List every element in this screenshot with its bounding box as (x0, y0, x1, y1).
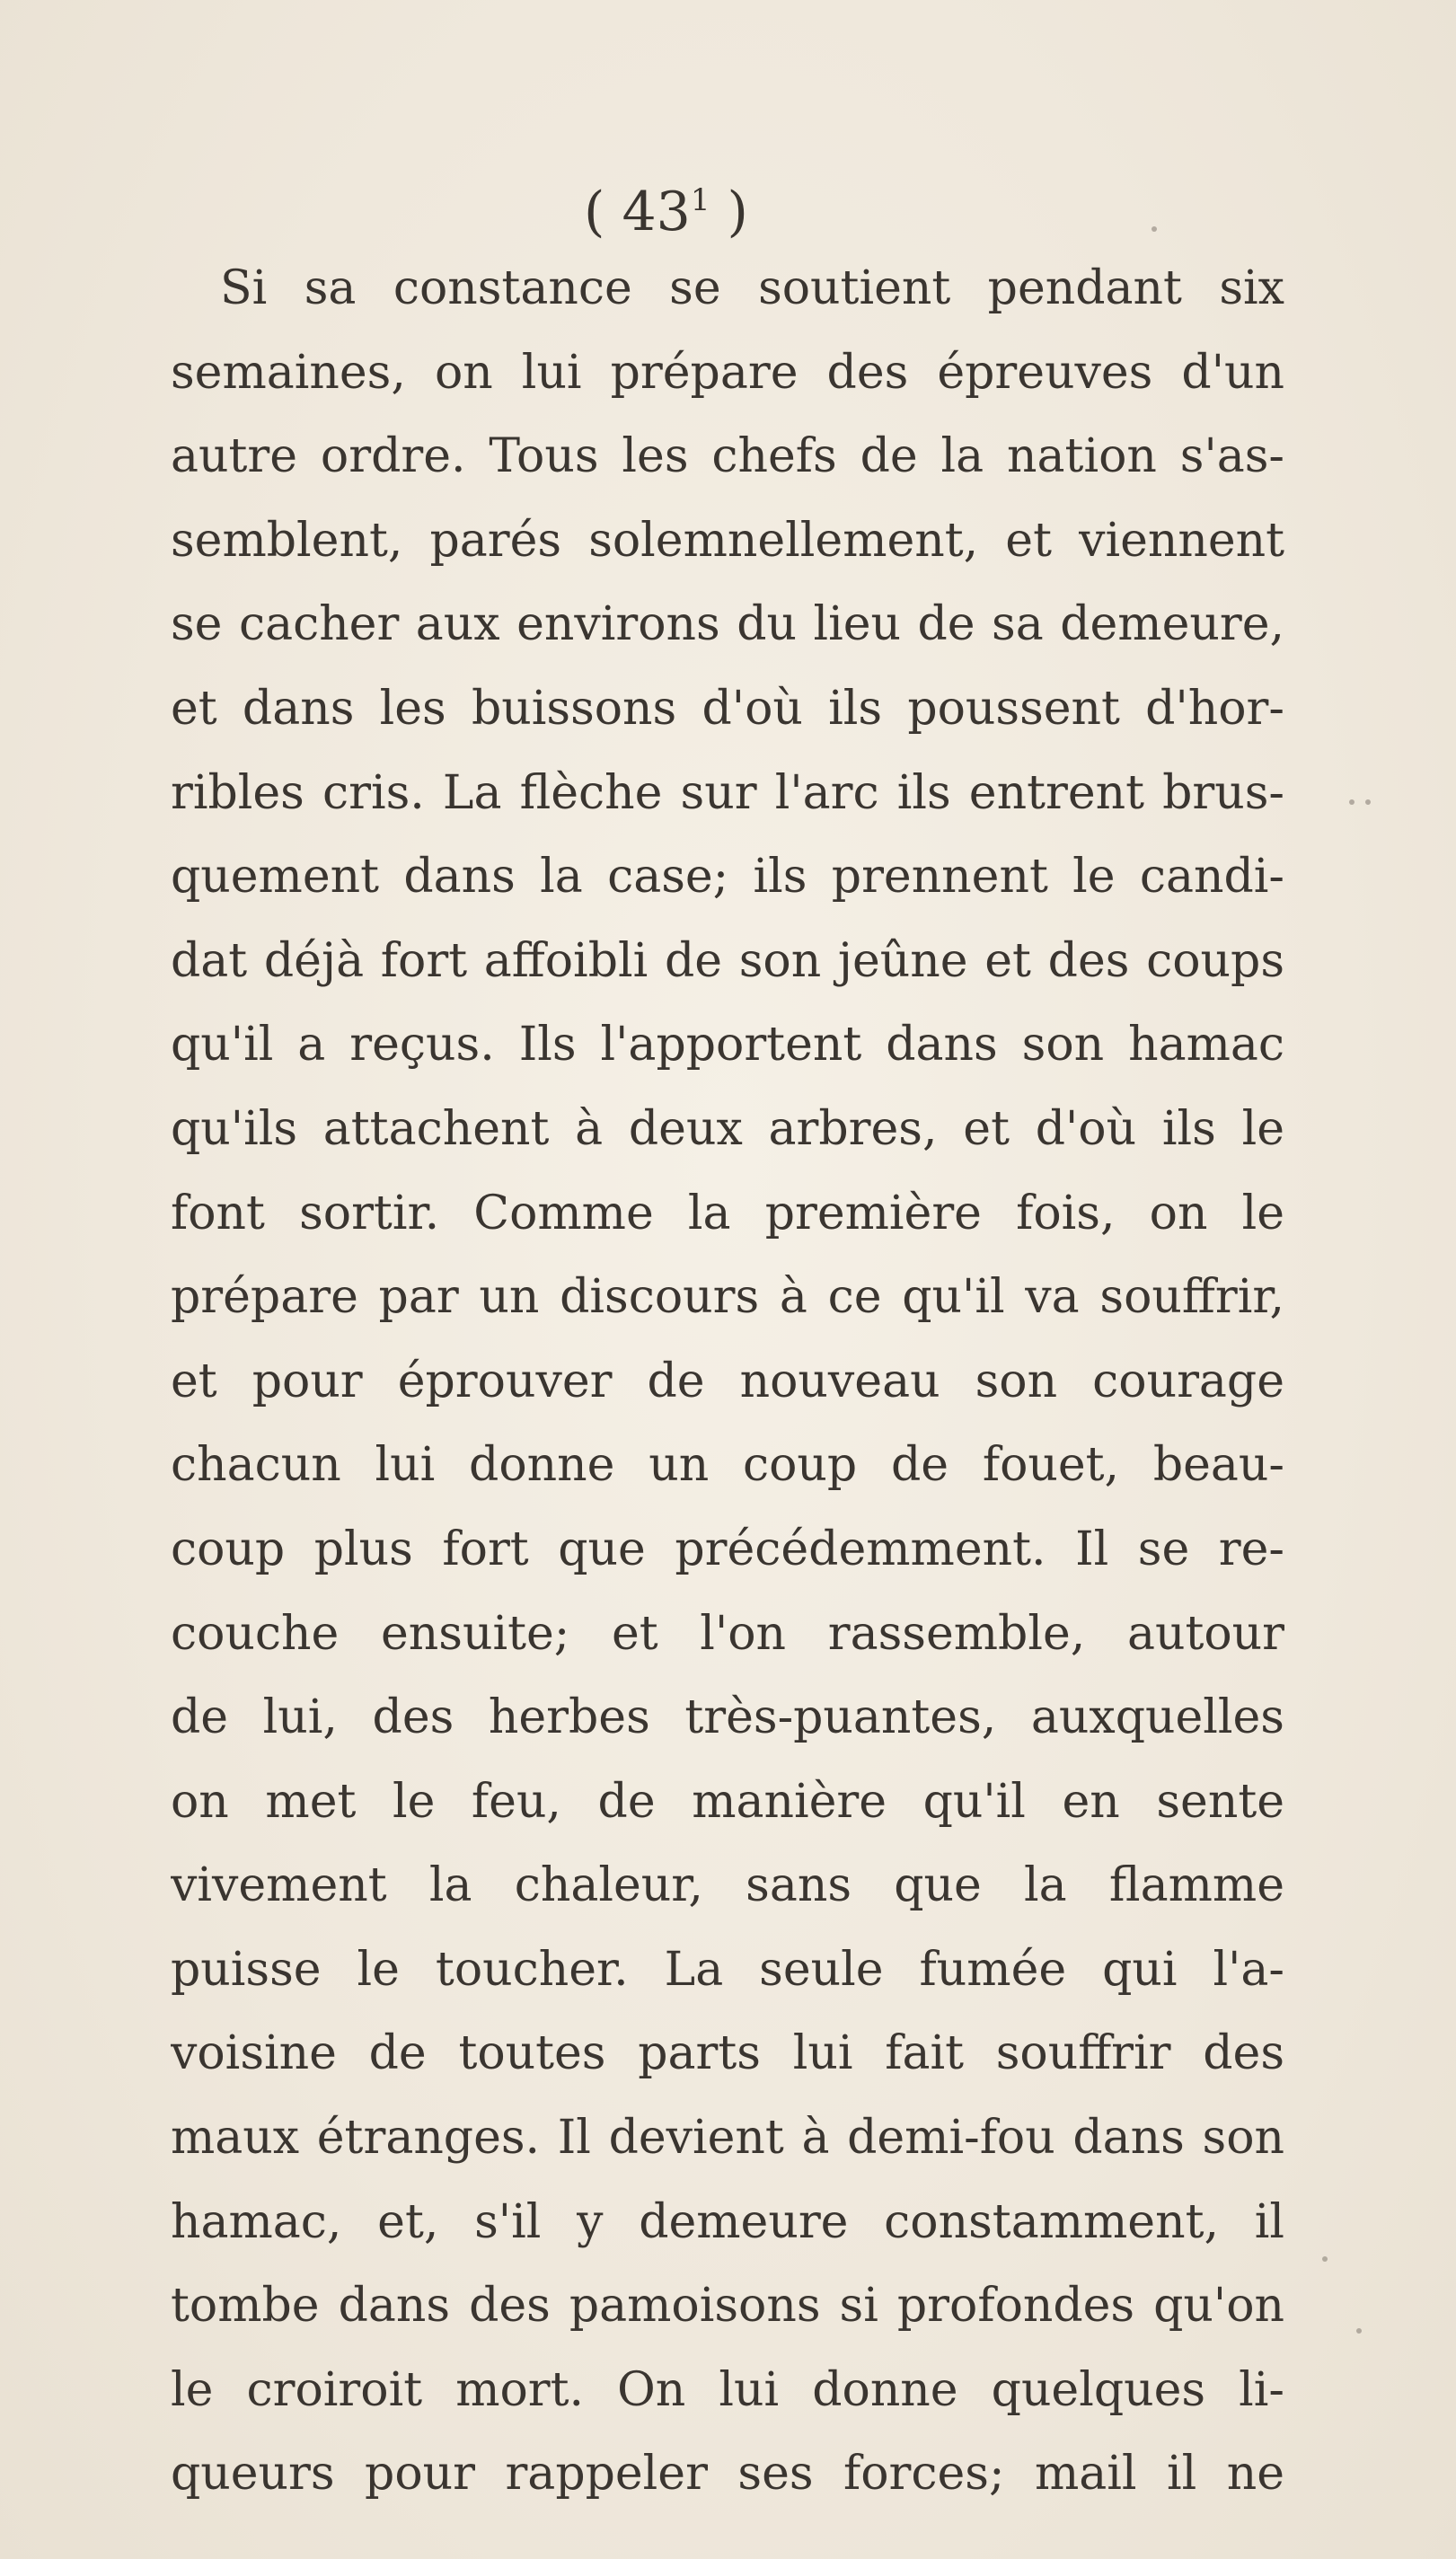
paper-speck (1349, 799, 1355, 805)
text-line: hamac, et, s'il y demeure constamment, il (171, 2194, 1284, 2249)
text-line: autre ordre. Tous les chefs de la nation s'as- (171, 429, 1284, 484)
page-number-suffix: ) (710, 181, 748, 243)
paper-speck (1322, 2256, 1328, 2262)
text-line: chacun lui donne un coup de fouet, beau- (171, 1438, 1284, 1493)
text-line: maux étranges. Il devient à demi-fou dans son (171, 2111, 1284, 2166)
text-line: tombe dans des pamoisons si profondes qu'on (171, 2279, 1284, 2334)
text-line: qu'il a reçus. Ils l'apportent dans son hamac (171, 1018, 1284, 1072)
text-line: font sortir. Comme la première fois, on le (171, 1186, 1284, 1240)
paper-speck (1152, 226, 1157, 232)
page-number-prefix: ( 43 (584, 181, 691, 243)
text-line: le croiroit mort. On lui donne quelques li- (171, 2362, 1284, 2417)
page-number (584, 169, 853, 243)
text-line: voisine de toutes parts lui fait souffrir des (171, 2026, 1284, 2081)
body-text (171, 247, 1284, 2517)
text-line: dat déjà fort affoibli de son jeûne et des coups (171, 933, 1284, 988)
paper-speck (1365, 799, 1371, 805)
text-line: semaines, on lui prépare des épreuves d'un (171, 345, 1284, 400)
text-line: qu'ils attachent à deux arbres, et d'où ils le (171, 1101, 1284, 1156)
text-line: coup plus fort que précédemment. Il se re- (171, 1522, 1284, 1576)
text-line: semblent, parés solemnellement, et viennent (171, 513, 1284, 568)
text-line: queurs pour rappeler ses forces; mail il ne (171, 2447, 1284, 2502)
paper-speck (1356, 2328, 1362, 2334)
text-line: quement dans la case; ils prennent le candi- (171, 850, 1284, 904)
text-line: prépare par un discours à ce qu'il va souffrir, (171, 1270, 1284, 1325)
text-line: couche ensuite; et l'on rassemble, autour (171, 1606, 1284, 1661)
text-line: et pour éprouver de nouveau son courage (171, 1354, 1284, 1408)
text-line: se cacher aux environs du lieu de sa demeure, (171, 597, 1284, 652)
text-line: on met le feu, de manière qu'il en sente (171, 1774, 1284, 1829)
text-line: vivement la chaleur, sans que la flamme (171, 1858, 1284, 1913)
text-line: et dans les buissons d'où ils poussent d'hor- (171, 681, 1284, 736)
text-line: de lui, des herbes très-puantes, auxquelles (171, 1690, 1284, 1745)
text-line: puisse le toucher. La seule fumée qui l'a- (171, 1942, 1284, 1997)
text-line: Si sa constance se soutient pendant six (220, 261, 1284, 315)
text-line: ribles cris. La flèche sur l'arc ils entrent brus- (171, 765, 1284, 820)
page-number-superscript: 1 (690, 182, 710, 218)
